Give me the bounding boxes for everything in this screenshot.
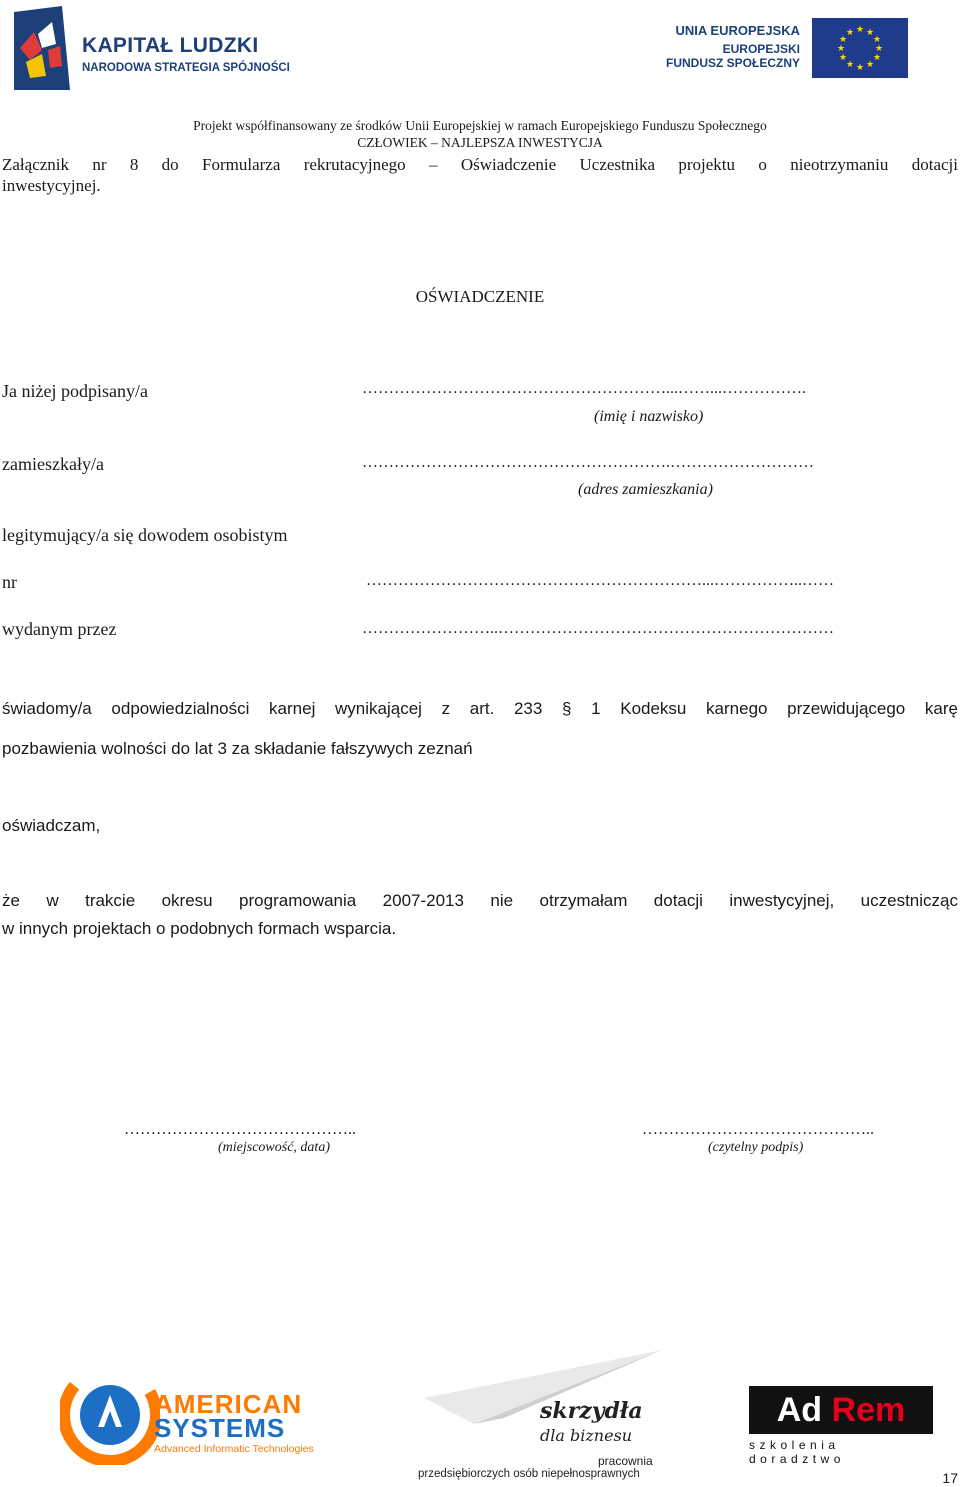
address-field: ………………………………………………….……………………… — [362, 454, 814, 471]
name-label: Ja niżej podpisany/a — [2, 381, 148, 401]
svg-text:★: ★ — [845, 28, 855, 38]
name-hint: (imię i nazwisko) — [594, 408, 704, 425]
eu-line2: EUROPEJSKI — [722, 42, 800, 56]
adrem-rem: Rem — [831, 1391, 906, 1429]
eu-logo — [640, 18, 910, 80]
signature-hint: (czytelny podpis) — [708, 1140, 804, 1155]
svg-text:★: ★ — [838, 35, 848, 45]
kl-subtitle: NARODOWA STRATEGIA SPÓJNOŚCI — [82, 62, 290, 74]
svg-text:★: ★ — [865, 60, 875, 70]
kapital-ludzki-logo — [12, 4, 302, 94]
pracownia-tagline: przedsiębiorczych osób niepełnosprawnych — [418, 1468, 640, 1480]
dla-biznesu-word: dla biznesu — [540, 1426, 633, 1445]
pracownia-word: pracownia — [598, 1454, 653, 1468]
american-word: AMERICAN — [154, 1389, 303, 1419]
signature-line: …………………………………….. — [642, 1121, 874, 1138]
eu-line1: UNIA EUROPEJSKA — [675, 23, 800, 38]
kl-title: KAPITAŁ LUDZKI — [82, 34, 259, 57]
skrzydla-word: skrzydła — [540, 1398, 643, 1424]
name-field: …………………………………………………...……...……………. — [362, 380, 806, 397]
nr-field: ………………………………………………………...……………..…… — [366, 572, 834, 589]
cofinanced-line: Projekt współfinansowany ze środków Unii Europejskiej w ramach Europejskiego Funduszu Społecznego — [193, 118, 767, 133]
systems-word: SYSTEMS — [154, 1413, 286, 1443]
nr-label: nr — [2, 572, 17, 592]
adrem-box — [749, 1386, 933, 1434]
place-date-line: …………………………………….. — [124, 1121, 356, 1138]
skrzydla-logo — [414, 1348, 664, 1483]
id-label: legitymujący/a się dowodem osobistym — [2, 525, 288, 545]
annex-line2: inwestycyjnej. — [2, 176, 101, 195]
svg-text:★: ★ — [872, 35, 882, 45]
motto-line: CZŁOWIEK – NAJLEPSZA INWESTYCJA — [357, 135, 603, 150]
eu-line3: FUNDUSZ SPOŁECZNY — [665, 56, 800, 70]
statement-line4: w innych projektach o podobnych formach wsparcia. — [2, 919, 397, 938]
document-title: OŚWIADCZENIE — [415, 287, 545, 306]
american-systems-emblem — [60, 1365, 160, 1465]
svg-text:★: ★ — [845, 60, 855, 70]
adrem-ad: Ad — [776, 1391, 832, 1429]
statement-line3: że w trakcie okresu programowania 2007-2013 nie otrzymałam dotacji inwestycyjnej, uczestnicząc — [2, 891, 958, 910]
svg-text:★: ★ — [855, 25, 865, 35]
svg-text:★: ★ — [838, 53, 848, 63]
statement-line2: pozbawienia wolności do lat 3 za składanie fałszywych zeznań — [2, 739, 473, 758]
issued-label: wydanym przez — [2, 619, 117, 639]
svg-text:★: ★ — [874, 44, 884, 54]
american-systems-logo — [60, 1365, 330, 1465]
adrem-subtitle: szkolenia doradztwo — [749, 1438, 845, 1466]
svg-text:★: ★ — [865, 28, 875, 38]
address-label: zamieszkały/a — [2, 454, 104, 474]
svg-text:★: ★ — [855, 63, 865, 73]
statement-line1: świadomy/a odpowiedzialności karnej wynikającej z art. 233 § 1 Kodeksu karnego przewidującego karę — [2, 699, 958, 718]
eu-flag-icon — [812, 18, 908, 78]
page-number: 17 — [942, 1470, 958, 1486]
american-tagline: Advanced Informatic Technologies — [154, 1443, 314, 1455]
kapital-ludzki-emblem — [12, 4, 76, 90]
svg-text:★: ★ — [872, 53, 882, 63]
place-date-hint: (miejscowość, data) — [218, 1140, 330, 1155]
declare-text: oświadczam, — [2, 816, 101, 835]
annex-line1: Załącznik nr 8 do Formularza rekrutacyjnego – Oświadczenie Uczestnika projektu o nieotrzymaniu dotacji — [2, 155, 958, 174]
adrem-logo — [749, 1386, 939, 1466]
issued-field: ……………………..……………………………………………………… — [362, 620, 834, 637]
svg-text:★: ★ — [836, 44, 846, 54]
address-hint: (adres zamieszkania) — [578, 481, 713, 498]
